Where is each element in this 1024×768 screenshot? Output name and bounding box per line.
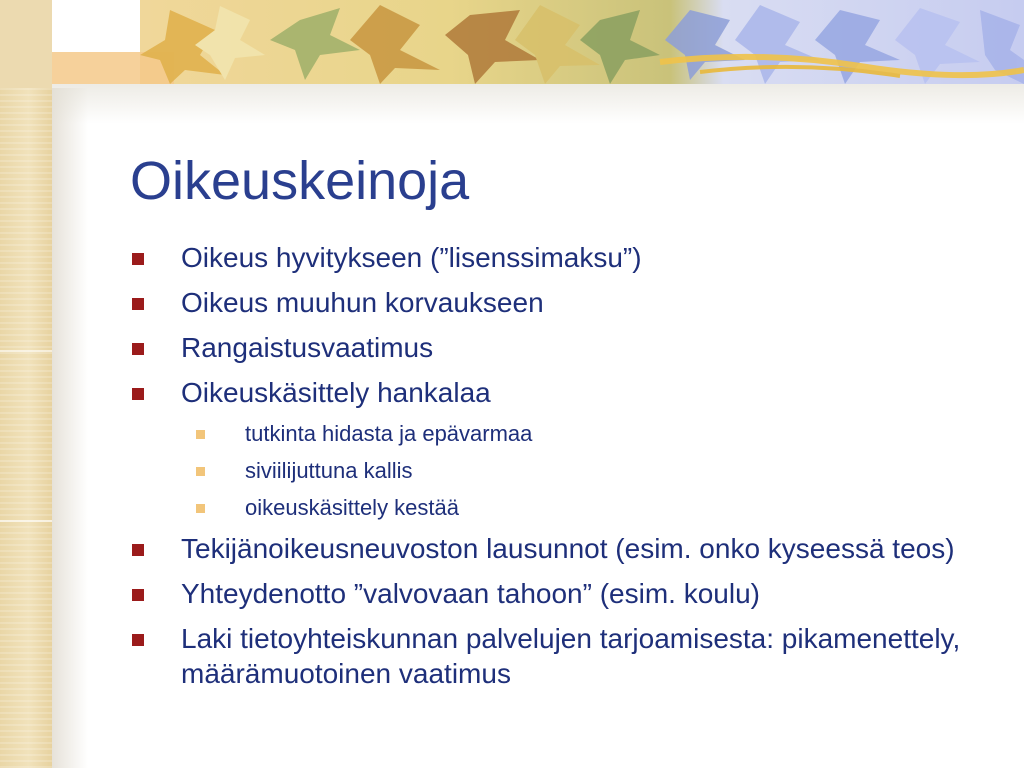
sub-bullet-item — [130, 420, 990, 447]
bullet-text: Oikeus muuhun korvaukseen — [181, 287, 544, 318]
sub-bullet-text: siviilijuttuna kallis — [245, 458, 413, 483]
sub-bullet-text: tutkinta hidasta ja epävarmaa — [245, 421, 533, 446]
bullet-item — [130, 621, 990, 691]
square-bullet-icon — [132, 544, 144, 556]
bullet-item — [130, 375, 990, 410]
bullet-text: Oikeus hyvitykseen (”lisenssimaksu”) — [181, 242, 642, 273]
bullet-item — [130, 531, 990, 566]
bullet-item — [130, 240, 990, 275]
parchment-strip — [0, 0, 52, 768]
bullet-item — [130, 576, 990, 611]
bullet-item — [130, 285, 990, 320]
bullet-list — [130, 240, 990, 701]
square-bullet-icon — [132, 634, 144, 646]
bullet-text: Laki tietoyhteiskunnan palvelujen tarjoamisesta: pikamenettely, määrämuotoinen vaatimus — [181, 623, 961, 689]
square-bullet-icon — [132, 388, 144, 400]
sub-bullet-item — [130, 494, 990, 521]
bullet-text: Oikeuskäsittely hankalaa — [181, 377, 491, 408]
small-square-bullet-icon — [196, 430, 205, 439]
bullet-text: Yhteydenotto ”valvovaan tahoon” (esim. koulu) — [181, 578, 760, 609]
slide-title: Oikeuskeinoja — [130, 151, 470, 211]
bullet-item — [130, 330, 990, 365]
bullet-text: Tekijänoikeusneuvoston lausunnot (esim. onko kyseessä teos) — [181, 533, 955, 564]
bullet-text: Rangaistusvaatimus — [181, 332, 434, 363]
banner-shadow — [52, 84, 1024, 124]
strip-shadow — [52, 85, 88, 768]
sub-bullet-item — [130, 457, 990, 484]
strip-seam — [0, 520, 52, 522]
small-square-bullet-icon — [196, 504, 205, 513]
square-bullet-icon — [132, 343, 144, 355]
sub-bullet-text: oikeuskäsittely kestää — [245, 495, 459, 520]
strip-seam — [0, 350, 52, 352]
square-bullet-icon — [132, 298, 144, 310]
autumn-leaves-banner — [0, 0, 1024, 88]
square-bullet-icon — [132, 589, 144, 601]
square-bullet-icon — [132, 253, 144, 265]
small-square-bullet-icon — [196, 467, 205, 476]
